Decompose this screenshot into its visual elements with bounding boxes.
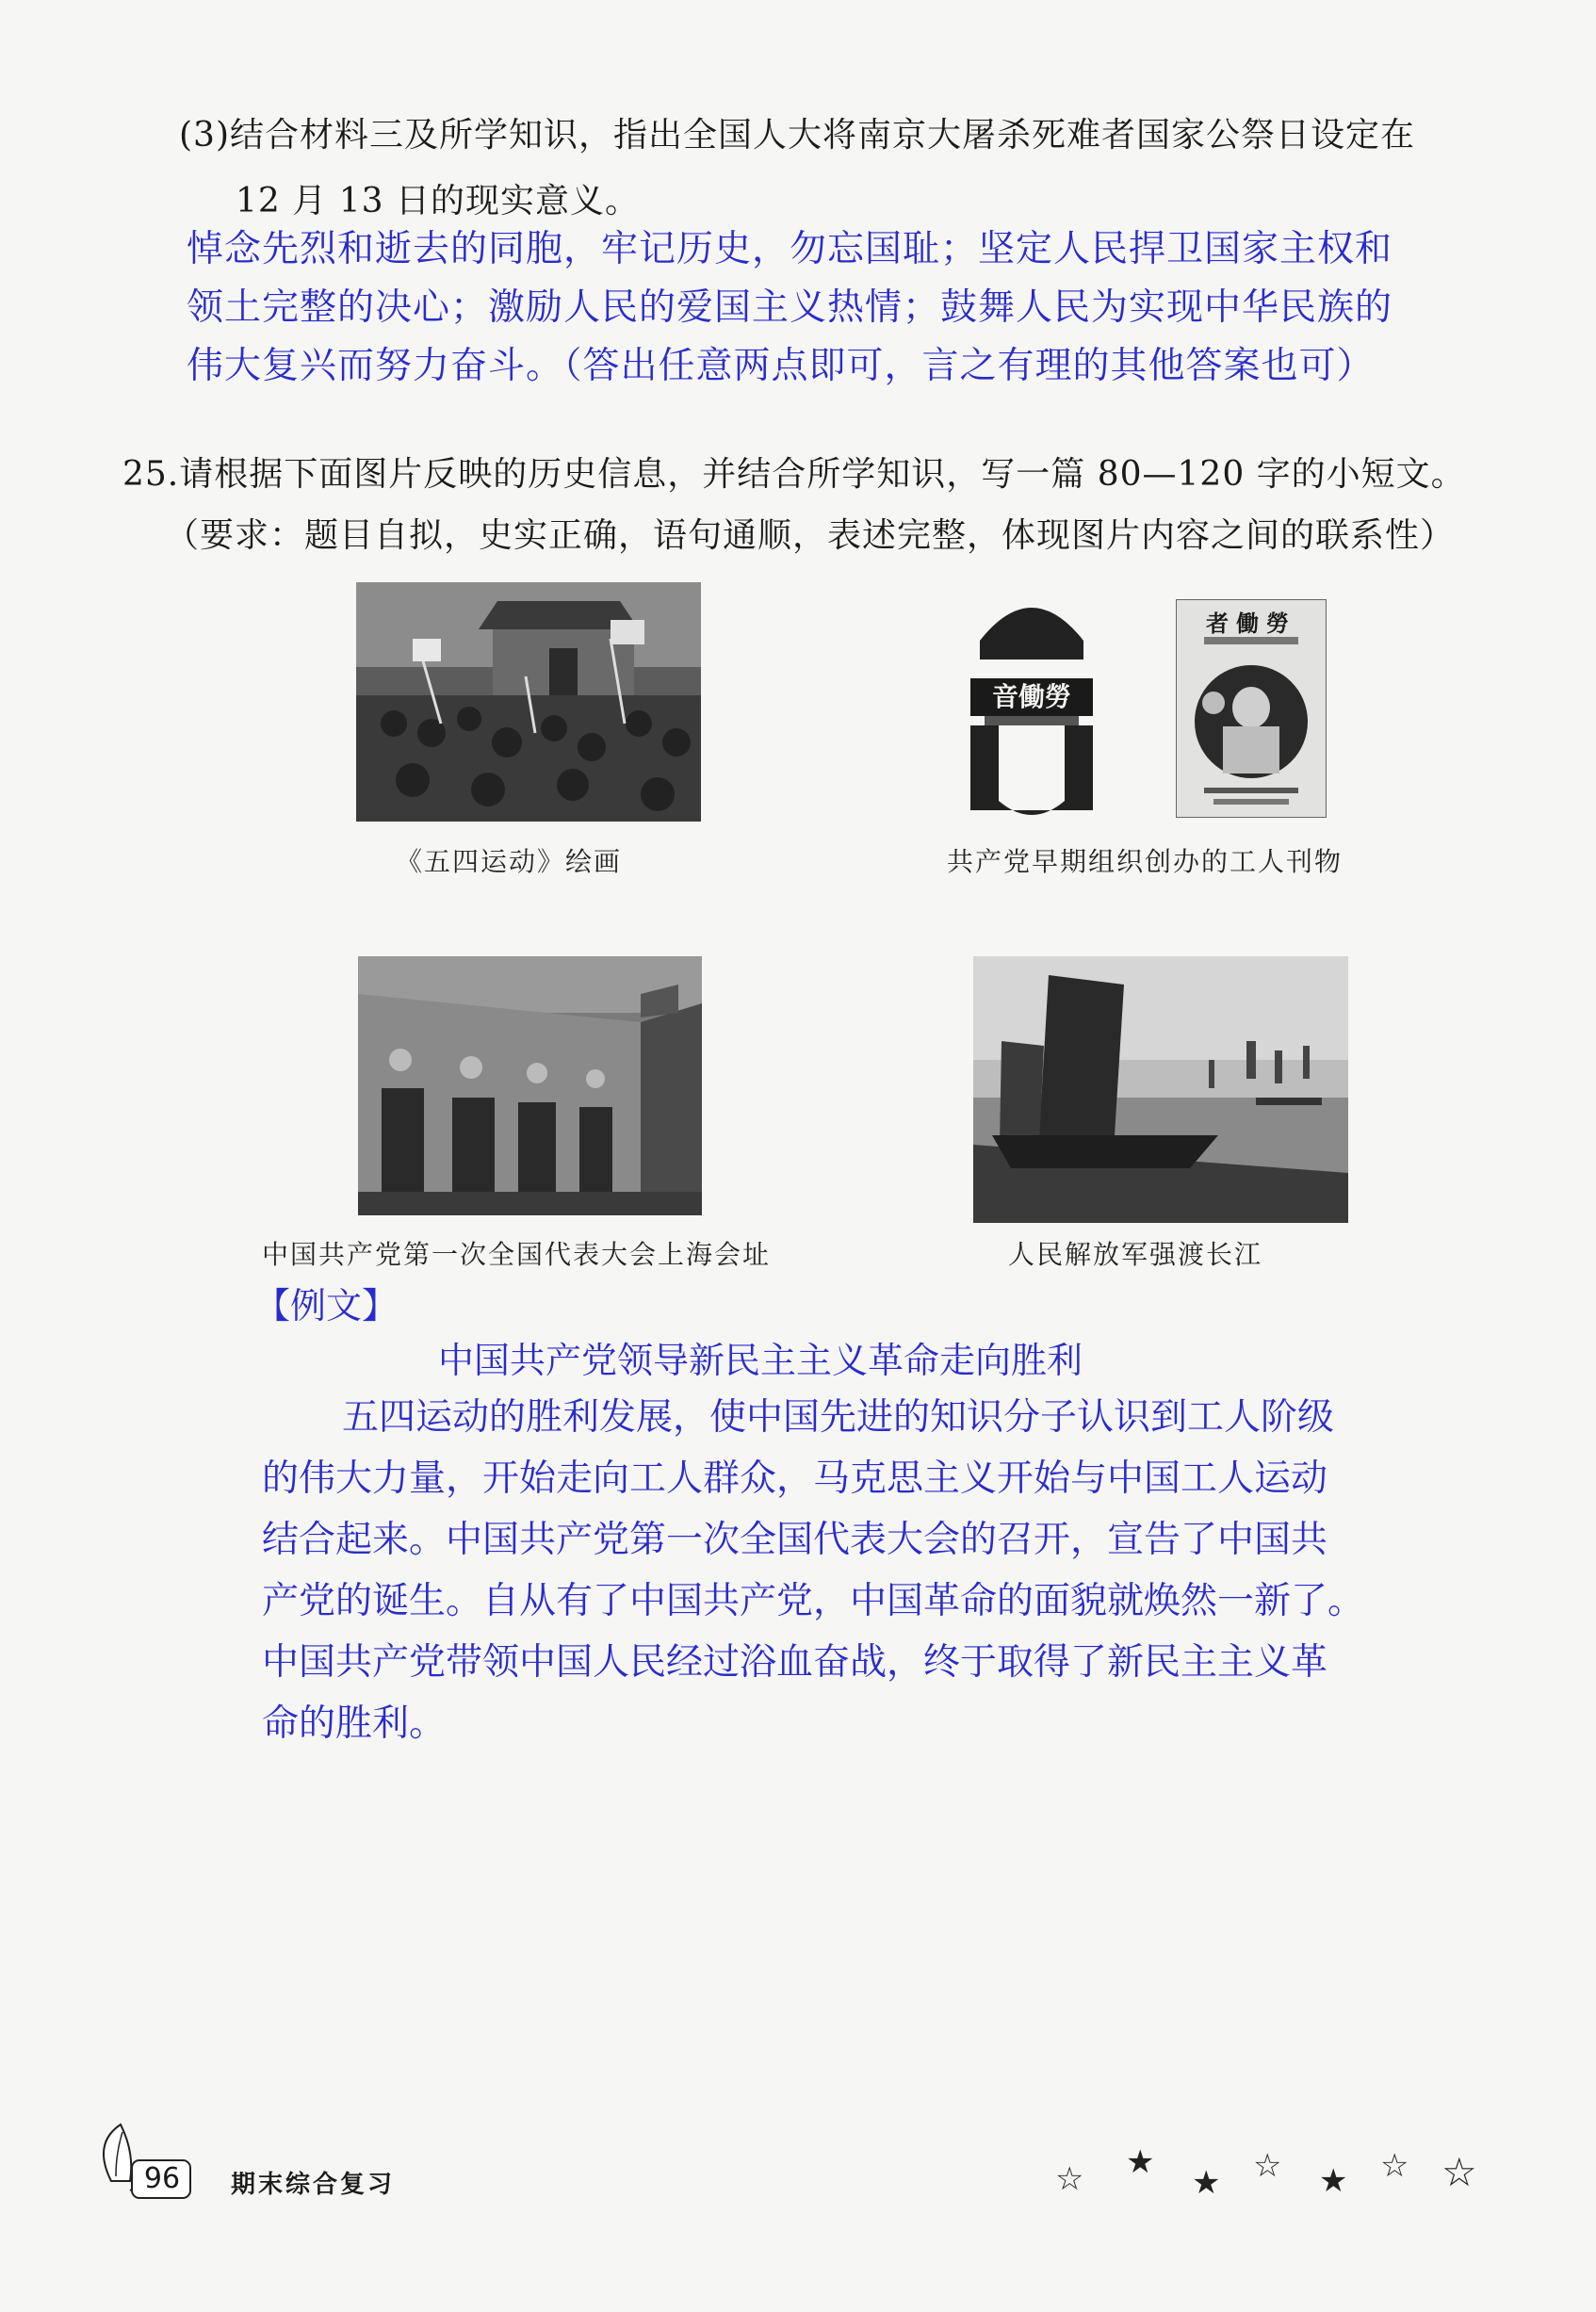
yangtze-crossing-image <box>973 956 1348 1223</box>
journal-cover-1-image <box>961 584 1102 820</box>
star-icon: ☆ <box>1441 2149 1477 2195</box>
star-icon: ★ <box>1319 2162 1348 2200</box>
essay-title: 中国共产党领导新民主主义革命走向胜利 <box>438 1340 1083 1381</box>
star-icon: ☆ <box>1055 2160 1084 2198</box>
answer-line-2: 领土完整的决心；激励人民的爱国主义热情；鼓舞人民为实现中华民族的 <box>187 286 1393 329</box>
essay-line-3: 结合起来。中国共产党第一次全国代表大会的召开，宣告了中国共 <box>262 1519 1328 1561</box>
essay-line-6: 命的胜利。 <box>262 1702 447 1745</box>
may-fourth-painting-image <box>356 582 701 822</box>
journal-2-title: 者働勞 <box>1206 610 1296 637</box>
leaf-icon <box>92 2115 198 2200</box>
question-25-line2: （要求：题目自拟，史实正确，语句通顺，表述完整，体现图片内容之间的联系性） <box>165 516 1456 555</box>
essay-line-5: 中国共产党带领中国人民经过浴血奋战，终于取得了新民主主义革 <box>262 1641 1328 1684</box>
section-label: 期末综合复习 <box>231 2171 396 2199</box>
caption-may-fourth: 《五四运动》绘画 <box>396 846 623 877</box>
essay-line-4: 产党的诞生。自从有了中国共产党，中国革命的面貌就焕然一新了。 <box>262 1580 1365 1622</box>
caption-worker-journals: 共产党早期组织创办的工人刊物 <box>947 846 1344 877</box>
answer-line-3: 伟大复兴而努力奋斗。（答出任意两点即可，言之有理的其他答案也可） <box>187 345 1375 387</box>
star-icon: ☆ <box>1380 2147 1409 2185</box>
essay-line-2: 的伟大力量，开始走向工人群众，马克思主义开始与中国工人运动 <box>262 1457 1328 1500</box>
star-icon: ★ <box>1126 2143 1155 2181</box>
caption-congress-site: 中国共产党第一次全国代表大会上海会址 <box>262 1239 772 1270</box>
question-25-line1: 25.请根据下面图片反映的历史信息，并结合所学知识，写一篇 80—120 字的小短文。 <box>122 455 1466 494</box>
star-icon: ★ <box>1192 2164 1221 2202</box>
example-label: 【例文】 <box>254 1285 399 1327</box>
star-icon: ☆ <box>1253 2147 1282 2185</box>
journal-cover-2-image <box>1176 599 1327 818</box>
caption-yangtze-crossing: 人民解放军强渡长江 <box>1008 1239 1263 1270</box>
page-number: 96 <box>143 2162 181 2195</box>
congress-site-image <box>358 956 702 1215</box>
journal-1-title: 音働勞 <box>991 681 1071 712</box>
question-24-part3-line2: 12 月 13 日的现实意义。 <box>236 182 640 220</box>
question-24-part3-line1: (3)结合材料三及所学知识，指出全国人大将南京大屠杀死难者国家公祭日设定在 <box>179 116 1415 155</box>
answer-line-1: 悼念先烈和逝去的同胞，牢记历史，勿忘国耻；坚定人民捍卫国家主权和 <box>187 228 1393 270</box>
essay-line-1: 五四运动的胜利发展，使中国先进的知识分子认识到工人阶级 <box>342 1396 1335 1439</box>
